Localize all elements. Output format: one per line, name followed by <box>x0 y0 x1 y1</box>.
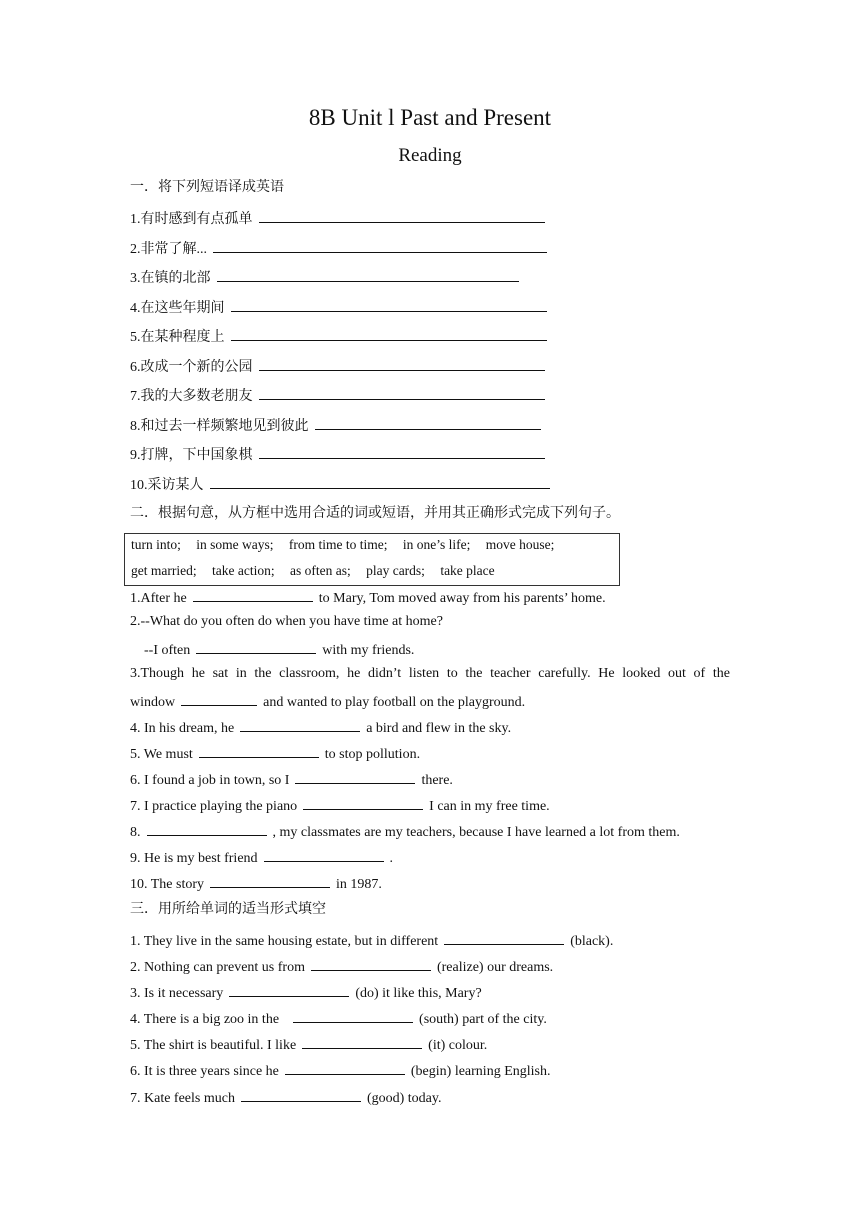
item-label: 8.和过去一样频繁地见到彼此 <box>130 419 309 434</box>
question-hint: (black). <box>570 934 614 949</box>
answer-blank[interactable] <box>259 356 545 371</box>
item-label: 4.在这些年期间 <box>130 301 225 316</box>
question-text: with my friends. <box>322 643 415 658</box>
answer-blank[interactable] <box>231 297 547 312</box>
translation-item-1 <box>130 208 551 229</box>
answer-blank[interactable] <box>293 1008 413 1023</box>
item-label: 9.打牌，下中国象棋 <box>130 448 253 463</box>
question-text: 10. The story <box>130 877 205 892</box>
word-bank-item: play cards; <box>366 563 425 578</box>
word-bank-item: take place <box>440 563 495 578</box>
question-text: 2. Nothing can prevent us from <box>130 960 305 975</box>
item-label: 3.在镇的北部 <box>130 271 211 286</box>
page-title: 8B Unit l Past and Present <box>308 105 552 130</box>
translation-item-5 <box>130 326 553 347</box>
question-hint: (begin) learning English. <box>410 1064 551 1079</box>
word-bank-item: move house; <box>485 537 555 552</box>
word-bank-item: in some ways; <box>196 537 274 552</box>
translation-item-7 <box>130 385 551 406</box>
page-subtitle: Reading <box>398 145 462 166</box>
item-label: 7.我的大多数老朋友 <box>130 389 253 404</box>
section2-heading: 二．根据句意，从方框中选用合适的词或短语，并用其正确形式完成下列句子。 <box>130 506 620 521</box>
answer-blank[interactable] <box>302 1034 422 1049</box>
word-bank-item: as often as; <box>289 563 351 578</box>
fill-question-3-line1: 3.Though he sat in the classroom, he didn’t listen to the teacher carefully. He looked out of the <box>130 666 730 681</box>
question-hint: (realize) our dreams. <box>436 960 554 975</box>
question-text: 7. I practice playing the piano <box>130 799 298 814</box>
question-text: 5. We must <box>130 747 193 762</box>
answer-blank[interactable] <box>285 1060 405 1075</box>
word-bank-item: turn into; <box>131 537 181 552</box>
question-text: 6. It is three years since he <box>130 1064 279 1079</box>
answer-blank[interactable] <box>311 956 431 971</box>
question-text: 7. Kate feels much <box>130 1091 235 1106</box>
fill-question-7 <box>130 795 550 816</box>
question-text: a bird and flew in the sky. <box>366 721 512 736</box>
fill-question-4 <box>130 717 511 738</box>
answer-blank[interactable] <box>193 587 313 602</box>
answer-blank[interactable] <box>217 267 519 282</box>
fill-question-3-line2 <box>130 691 525 712</box>
question-text: , my classmates are my teachers, because I have learned a lot from them. <box>272 825 680 840</box>
question-hint: (south) part of the city. <box>419 1012 547 1027</box>
question-text: 8. <box>130 825 141 840</box>
question-hint: (it) colour. <box>428 1038 488 1053</box>
answer-blank[interactable] <box>231 326 547 341</box>
item-label: 2.非常了解... <box>130 242 207 257</box>
question-text: 6. I found a job in town, so I <box>130 773 290 788</box>
word-form-question-3 <box>130 982 482 1003</box>
answer-blank[interactable] <box>295 769 415 784</box>
answer-blank[interactable] <box>196 639 316 654</box>
word-form-question-6 <box>130 1060 550 1081</box>
question-text: 1.After he <box>130 591 187 606</box>
question-text: 9. He is my best friend <box>130 851 258 866</box>
word-form-question-1 <box>130 930 613 951</box>
answer-blank[interactable] <box>259 385 545 400</box>
answer-blank[interactable] <box>259 444 545 459</box>
word-form-question-7 <box>130 1087 442 1108</box>
translation-item-8 <box>130 415 547 436</box>
question-text: there. <box>421 773 453 788</box>
section3-heading: 三．用所给单词的适当形式填空 <box>130 902 326 917</box>
question-text: 5. The shirt is beautiful. I like <box>130 1038 297 1053</box>
answer-blank[interactable] <box>303 795 423 810</box>
answer-blank[interactable] <box>181 691 257 706</box>
answer-blank[interactable] <box>229 982 349 997</box>
question-text: I can in my free time. <box>429 799 550 814</box>
word-form-question-2 <box>130 956 553 977</box>
question-text: window <box>130 695 176 710</box>
item-label: 1.有时感到有点孤单 <box>130 212 253 227</box>
translation-item-4 <box>130 297 553 318</box>
question-text: . <box>389 851 394 866</box>
fill-question-6 <box>130 769 453 790</box>
fill-question-5 <box>130 743 420 764</box>
answer-blank[interactable] <box>444 930 564 945</box>
answer-blank[interactable] <box>240 717 360 732</box>
fill-question-8 <box>130 821 680 842</box>
translation-item-9 <box>130 444 551 465</box>
word-bank-row-2 <box>131 562 507 580</box>
question-hint: (good) today. <box>366 1091 442 1106</box>
answer-blank[interactable] <box>241 1087 361 1102</box>
word-bank-row-1 <box>131 536 566 554</box>
question-text: and wanted to play football on the playground. <box>263 695 526 710</box>
word-bank-item: take action; <box>211 563 275 578</box>
item-label: 6.改成一个新的公园 <box>130 360 253 375</box>
question-text: --I often <box>144 643 191 658</box>
item-label: 5.在某种程度上 <box>130 330 225 345</box>
question-text: to Mary, Tom moved away from his parents’ home. <box>318 591 606 606</box>
question-text: 4. There is a big zoo in the <box>130 1012 280 1027</box>
question-hint: (do) it like this, Mary? <box>355 986 482 1001</box>
question-text: 1. They live in the same housing estate, but in different <box>130 934 439 949</box>
answer-blank[interactable] <box>147 821 267 836</box>
answer-blank[interactable] <box>264 847 384 862</box>
answer-blank[interactable] <box>315 415 541 430</box>
word-form-question-4 <box>130 1008 547 1029</box>
translation-item-6 <box>130 356 551 377</box>
answer-blank[interactable] <box>210 474 550 489</box>
section1-heading: 一．将下列短语译成英语 <box>130 180 284 195</box>
question-text: 4. In his dream, he <box>130 721 235 736</box>
translation-item-3 <box>130 267 525 288</box>
fill-question-2 <box>130 613 443 631</box>
question-text: in 1987. <box>336 877 382 892</box>
question-text: 2.--What do you often do when you have time at home? <box>130 614 443 629</box>
answer-blank[interactable] <box>259 208 545 223</box>
word-bank-item: in one’s life; <box>402 537 471 552</box>
fill-question-2-answer <box>144 639 414 660</box>
fill-question-10 <box>130 873 382 894</box>
question-text: to stop pollution. <box>324 747 421 762</box>
question-text: 3. Is it necessary <box>130 986 224 1001</box>
answer-blank[interactable] <box>199 743 319 758</box>
fill-question-9 <box>130 847 393 868</box>
item-label: 10.采访某人 <box>130 478 204 493</box>
word-bank-item: get married; <box>131 563 197 578</box>
answer-blank[interactable] <box>213 238 547 253</box>
translation-item-2 <box>130 238 553 259</box>
word-bank-item: from time to time; <box>288 537 388 552</box>
answer-blank[interactable] <box>210 873 330 888</box>
fill-question-1 <box>130 587 606 608</box>
word-bank-box <box>124 533 620 586</box>
word-form-question-5 <box>130 1034 487 1055</box>
translation-item-10 <box>130 474 556 495</box>
